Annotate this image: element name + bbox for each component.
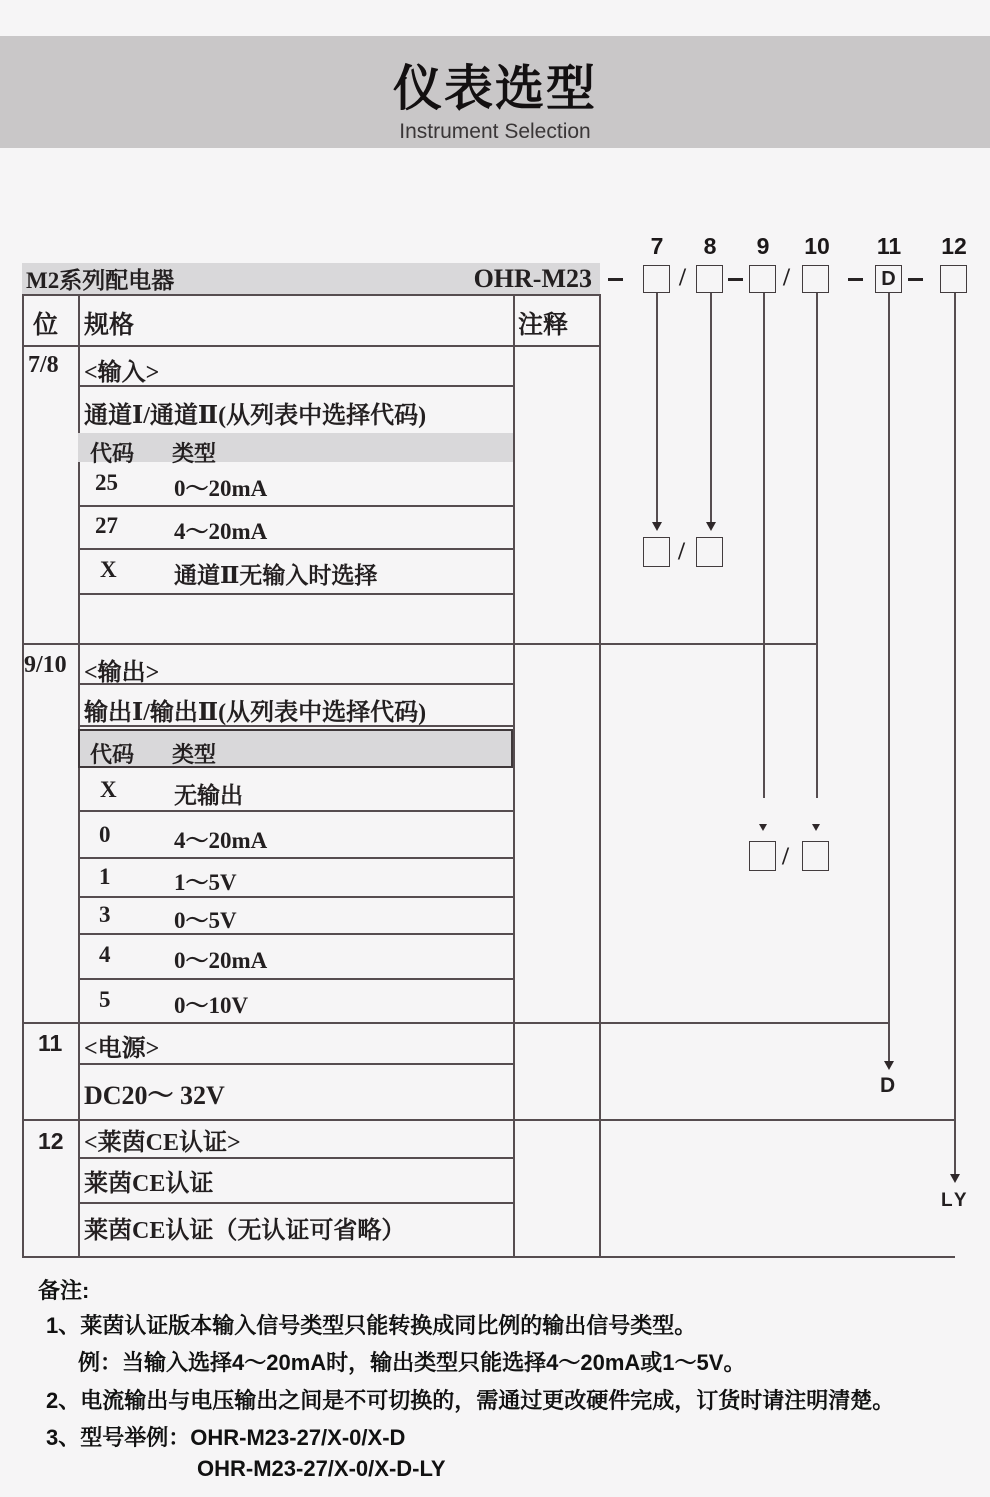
page-banner	[0, 36, 990, 148]
note-line-3-prefix: 3、型号举例：	[46, 1425, 191, 1450]
arrow-down-icon	[652, 522, 662, 531]
connector-line-12	[954, 293, 956, 1175]
code-cell: 3	[99, 902, 111, 927]
section-position-11: 11	[38, 1030, 63, 1056]
model-box-11-value: D	[881, 267, 896, 290]
row-divider	[78, 810, 513, 812]
ce-row: 莱茵CE认证	[84, 1171, 214, 1197]
arrow-down-icon	[706, 522, 716, 531]
row-divider	[78, 1202, 513, 1204]
input-target-box-8	[696, 537, 723, 567]
table-border-header	[22, 345, 600, 347]
section-title-power: <电源>	[84, 1036, 160, 1062]
digit-label-10: 10	[804, 233, 830, 259]
dash-separator	[608, 278, 623, 281]
section-subtitle-output: 输出Ⅰ/输出Ⅱ(从列表中选择代码)	[84, 700, 427, 726]
model-prefix: OHR-M23	[473, 263, 592, 293]
type-cell: 4～20mA	[174, 828, 268, 853]
section-position-910: 9/10	[24, 652, 67, 678]
code-cell: 27	[95, 513, 118, 538]
model-box-11	[875, 265, 902, 293]
series-header-band	[22, 263, 600, 294]
type-cell: 无输出	[174, 783, 243, 808]
connector-line-8	[710, 293, 712, 523]
ce-target-label: LY	[941, 1190, 970, 1211]
connector-line-9	[763, 293, 765, 798]
table-border-right	[599, 294, 601, 1256]
note-line-3-model: OHR-M23-27/X-0/X-D	[190, 1425, 406, 1450]
code-cell: 0	[99, 822, 111, 847]
row-divider	[78, 896, 513, 898]
page-title: 仪表选型	[392, 62, 597, 116]
type-cell: 0～5V	[174, 908, 237, 933]
row-divider	[78, 933, 513, 935]
row-divider	[78, 857, 513, 859]
section-divider-power-ce	[22, 1119, 955, 1121]
row-divider	[78, 978, 513, 980]
slash-separator: /	[679, 264, 686, 291]
code-cell: 5	[99, 987, 111, 1012]
col-header-note: 注释	[518, 312, 569, 339]
dash-separator	[848, 278, 863, 281]
slash-separator: /	[782, 843, 789, 870]
dash-separator	[728, 278, 743, 281]
type-cell: 通道Ⅱ无输入时选择	[174, 563, 378, 588]
col-header-spec: 规格	[84, 312, 135, 339]
section-position-78: 7/8	[28, 352, 59, 378]
table-border-left	[22, 294, 24, 1256]
digit-label-9: 9	[756, 233, 770, 259]
notes-title: 备注:	[38, 1278, 90, 1303]
ce-row: 莱茵CE认证（无认证可省略）	[84, 1218, 406, 1244]
type-cell: 0～20mA	[174, 476, 268, 501]
row-divider	[78, 1063, 513, 1065]
page-subtitle: Instrument Selection	[399, 120, 591, 143]
output-code-header-band	[78, 729, 513, 768]
note-line-1-example: 例：当输入选择4～20mA时，输出类型只能选择4～20mA或1～5V。	[78, 1350, 746, 1375]
power-target-label: D	[880, 1074, 896, 1097]
type-cell: 4～20mA	[174, 519, 268, 544]
arrow-down-icon	[759, 824, 767, 831]
table-border-spec-col	[513, 294, 515, 1256]
input-target-box-7	[643, 537, 670, 567]
model-box-8	[696, 265, 723, 293]
type-cell: 0～10V	[174, 993, 249, 1018]
slash-separator: /	[783, 264, 790, 291]
arrow-down-icon	[884, 1061, 894, 1070]
note-line-4-model: OHR-M23-27/X-0/X-D-LY	[197, 1456, 446, 1481]
digit-label-7: 7	[650, 233, 664, 259]
code-cell: 4	[99, 942, 111, 967]
table-border-bottom	[22, 1256, 955, 1258]
row-divider	[78, 593, 513, 595]
model-box-12	[940, 265, 967, 293]
row-divider	[78, 548, 513, 550]
row-divider	[78, 505, 513, 507]
input-code-header-band	[78, 433, 513, 462]
connector-line-11	[888, 293, 890, 1062]
digit-label-8: 8	[703, 233, 717, 259]
power-value: DC20～ 32V	[84, 1081, 225, 1110]
section-position-12: 12	[38, 1128, 64, 1154]
section-title-ce: <莱茵CE认证>	[84, 1130, 241, 1156]
note-line-1: 1、莱茵认证版本输入信号类型只能转换成同比例的输出信号类型。	[46, 1313, 697, 1338]
note-line-3	[46, 1421, 405, 1452]
code-cell: 1	[99, 864, 111, 889]
code-cell: X	[100, 777, 117, 802]
model-box-9	[749, 265, 776, 293]
section-title-output: <输出>	[84, 660, 160, 686]
output-code-header-type: 类型	[172, 742, 217, 767]
table-border-top	[22, 294, 600, 296]
connector-line-10	[816, 293, 818, 798]
type-cell: 1～5V	[174, 870, 237, 895]
series-label: M2系列配电器	[26, 268, 175, 293]
section-title-input: <输入>	[84, 360, 160, 386]
digit-label-12: 12	[941, 233, 967, 259]
connector-line-7	[656, 293, 658, 523]
model-box-7	[643, 265, 670, 293]
code-cell: X	[100, 557, 117, 582]
output-code-header-code: 代码	[90, 742, 135, 767]
model-box-10	[802, 265, 829, 293]
row-divider	[78, 1157, 513, 1159]
input-code-header-code: 代码	[90, 441, 135, 466]
arrow-down-icon	[812, 824, 820, 831]
section-divider-input-output	[22, 643, 816, 645]
digit-label-11: 11	[876, 233, 902, 259]
section-subtitle-input: 通道Ⅰ/通道Ⅱ(从列表中选择代码)	[84, 403, 427, 429]
section-divider-output-power	[22, 1022, 888, 1024]
dash-separator	[908, 278, 923, 281]
slash-separator: /	[678, 538, 685, 565]
input-code-header-type: 类型	[172, 441, 217, 466]
output-target-box-10	[802, 841, 829, 871]
note-line-2: 2、电流输出与电压输出之间是不可切换的，需通过更改硬件完成，订货时请注明清楚。	[46, 1388, 895, 1413]
output-target-box-9	[749, 841, 776, 871]
arrow-down-icon	[950, 1174, 960, 1183]
code-cell: 25	[95, 470, 118, 495]
type-cell: 0～20mA	[174, 948, 268, 973]
col-header-position: 位	[33, 312, 59, 339]
